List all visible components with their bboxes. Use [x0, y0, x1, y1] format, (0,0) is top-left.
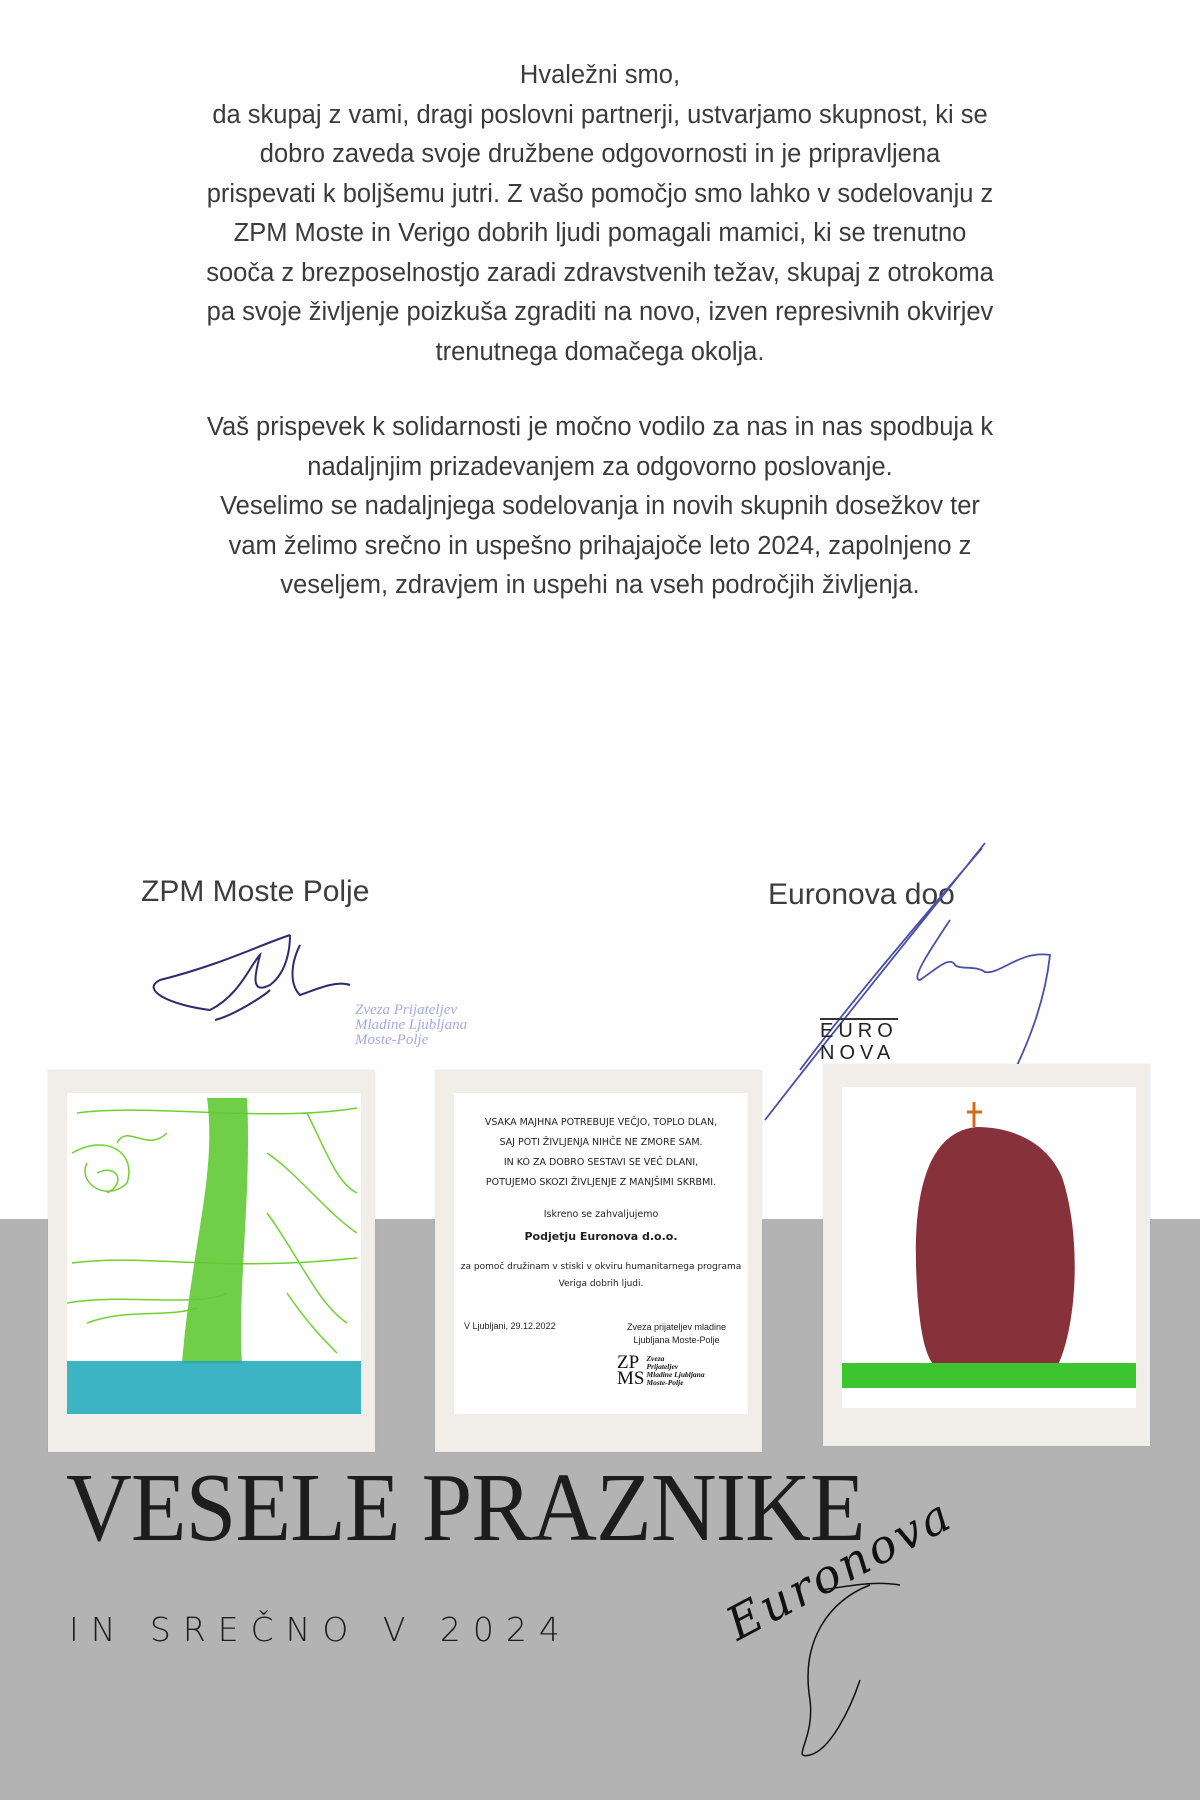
logo-text: Prijateljev: [646, 1362, 679, 1371]
greeting-title: VESELE PRAZNIKE: [66, 1454, 865, 1562]
letter-line: ZPM Moste in Verigo dobrih ljudi pomagali mamici, ki se trenutno: [233, 219, 967, 247]
letter-line: prispevati k boljšemu jutri. Z vašo pomočjo smo lahko v sodelovanju z: [206, 179, 994, 208]
poem-line: POTUJEMO SKOZI ŽIVLJENJE Z MANJŠIMI SKRBMI.: [485, 1177, 717, 1188]
recipient-name: Podjetju Euronova d.o.o.: [524, 1230, 678, 1243]
reason-line: Veriga dobrih ljudi.: [558, 1279, 644, 1289]
euronova-script-signature: Euronova: [717, 1486, 962, 1651]
zpm-signature-icon: [140, 925, 360, 1035]
letter-line: da skupaj z vami, dragi poslovni partnerji, ustvarjamo skupnost, ki se: [212, 100, 988, 129]
poem-line: VSAKA MAJHNA POTREBUJE VEČJO, TOPLO DLAN,: [484, 1117, 718, 1128]
signature-label-euronova: Euronova doo: [768, 878, 955, 911]
signature-label-zpm: ZPM Moste Polje: [141, 875, 370, 908]
place-date: V Ljubljani, 29.12.2022: [464, 1321, 556, 1331]
stamp-line: EURO: [820, 1020, 898, 1042]
euronova-stamp: [820, 1018, 898, 1064]
stamp-line: NOVA: [820, 1042, 896, 1064]
letter-line: Hvaležni smo,: [519, 61, 681, 89]
logo-text: Moste-Polje: [646, 1378, 684, 1387]
script-flourish-icon: [740, 1580, 940, 1770]
child-drawing-card-2: [823, 1064, 1150, 1446]
letter-line: trenutnega domačega okolja.: [435, 337, 765, 366]
zpm-logo: [617, 1352, 705, 1389]
letter-line: pa svoje življenje poizkuša zgraditi na novo, izven represivnih okvirjev: [206, 298, 994, 326]
letter-line: veseljem, zdravjem in uspehi na vseh področjih življenja.: [280, 571, 920, 599]
poem-line: SAJ POTI ŽIVLJENJA NIHČE NE ZMORE SAM.: [499, 1137, 703, 1148]
reason-line: za pomoč družinam v stiski v okviru humanitarnega programa: [460, 1262, 742, 1272]
letter-line: Veselimo se nadaljnjega sodelovanja in novih skupnih dosežkov ter: [220, 492, 980, 520]
logo-letters: ZP: [617, 1352, 640, 1373]
logo-letters: MS: [617, 1368, 645, 1389]
euronova-signature-icon: [760, 840, 1060, 1100]
child-drawing-waterfall-icon: [67, 1093, 361, 1414]
letter-paragraph-2: [0, 408, 1200, 606]
zpm-stamp: Zveza Prijateljev Mladine Ljubljana Moste-Polje: [355, 1002, 468, 1048]
letter-line: dobro zaveda svoje družbene odgovornosti in je pripravljena: [259, 140, 941, 168]
letter-line: sooča z brezposelnostjo zaradi zdravstvenih težav, skupaj z otrokoma: [206, 258, 994, 287]
letter-line: Vaš prispevek k solidarnosti je močno vodilo za nas in nas spodbuja k: [206, 413, 994, 441]
letter-paragraph-1: [0, 56, 1200, 372]
poem-line: IN KO ZA DOBRO SESTAVI SE VEČ DLANI,: [503, 1157, 699, 1168]
issuer-line: Ljubljana Moste-Polje: [633, 1335, 720, 1345]
letter-line: nadaljnjim prizadevanjem za odgovorno poslovanje.: [307, 452, 893, 481]
issuer-line: Zveza prijateljev mladine: [626, 1322, 727, 1332]
logo-text: Zveza: [646, 1354, 665, 1363]
logo-text: Mladine Ljubljana: [646, 1370, 705, 1379]
child-drawing-mountain-icon: [842, 1087, 1136, 1408]
letter-line: vam želimo srečno in uspešno prihajajoče leto 2024, zapolnjeno z: [228, 531, 972, 560]
thanks-text: Iskreno se zahvaljujemo: [543, 1209, 659, 1220]
certificate: [454, 1093, 748, 1414]
greeting-subtitle: IN SREČNO V 2024: [69, 1610, 572, 1649]
child-drawing-card-1: [48, 1070, 375, 1452]
certificate-card: [435, 1070, 762, 1452]
